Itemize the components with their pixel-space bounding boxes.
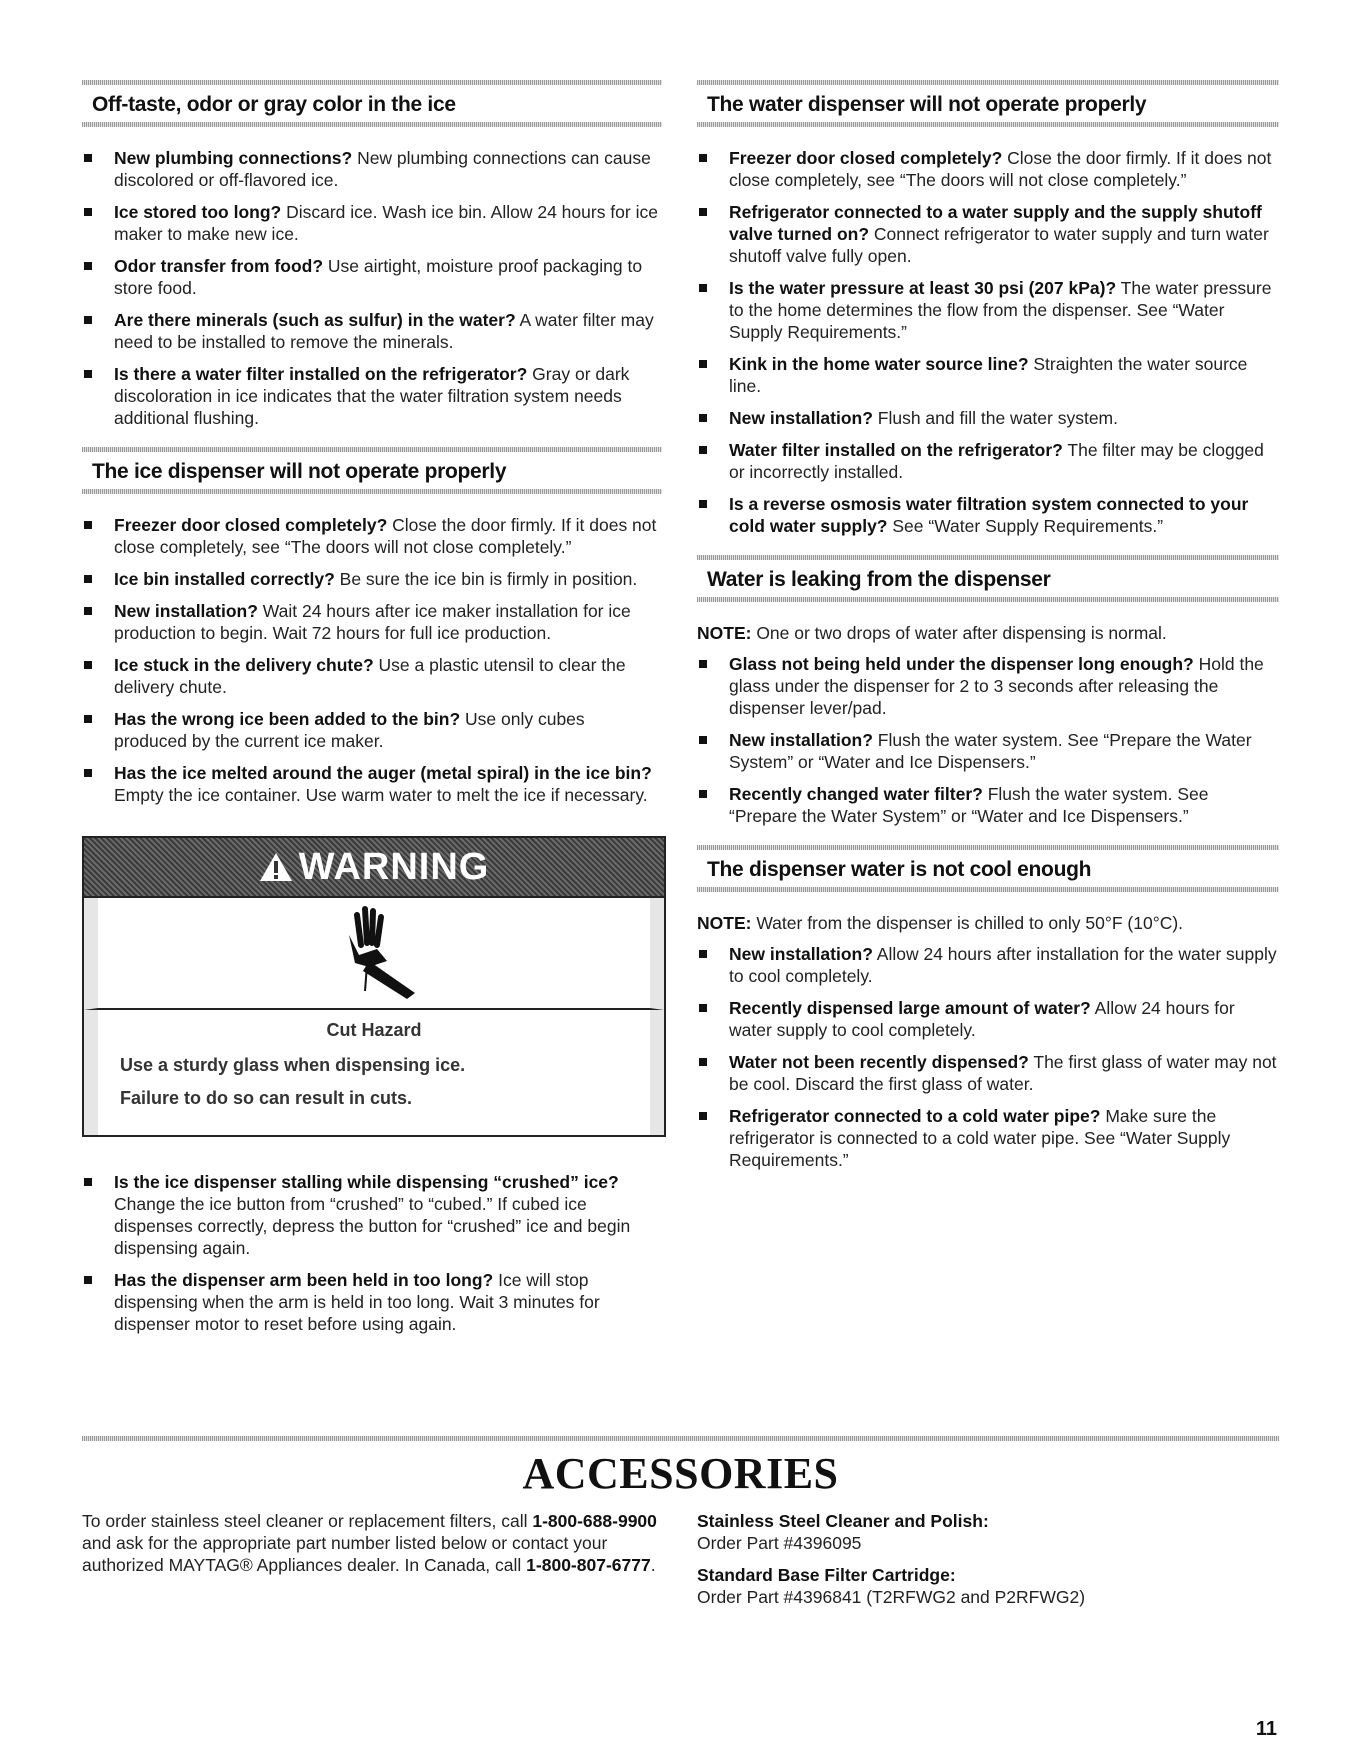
- note-text: One or two drops of water after dispensing is normal.: [751, 623, 1167, 643]
- list-item: [697, 353, 1279, 397]
- section-heading-bar: [82, 80, 662, 127]
- question: Refrigerator connected to a water supply and the supply shutoff valve turned on?: [729, 202, 1262, 244]
- question: Freezer door closed completely?: [729, 148, 1003, 168]
- bullet-list-after-warning: [82, 1171, 662, 1335]
- question: Ice bin installed correctly?: [114, 569, 335, 589]
- answer: A water filter may need to be installed to remove the minerals.: [114, 310, 654, 352]
- note-label: NOTE:: [697, 623, 752, 643]
- section-heading: The ice dispenser will not operate properly: [92, 460, 507, 483]
- part-number: Order Part #4396095: [697, 1533, 862, 1553]
- list-item: [82, 762, 662, 806]
- question: Is there a water filter installed on the refrigerator?: [114, 364, 528, 384]
- answer: Allow 24 hours for water supply to cool completely.: [729, 998, 1235, 1040]
- question: New plumbing connections?: [114, 148, 353, 168]
- list-item: [697, 493, 1279, 537]
- section-water-dispenser: [697, 80, 1279, 537]
- warning-pictogram: [84, 898, 664, 1010]
- answer: See “Water Supply Requirements.”: [887, 516, 1164, 536]
- list-item: [697, 943, 1279, 987]
- question: Recently changed water filter?: [729, 784, 983, 804]
- accessories-parts: [697, 1510, 1277, 1618]
- list-item: [82, 654, 662, 698]
- list-item: [697, 277, 1279, 343]
- list-item: [697, 783, 1279, 827]
- list-item: [697, 1051, 1279, 1095]
- question: Kink in the home water source line?: [729, 354, 1029, 374]
- answer: Use airtight, moisture proof packaging to store food.: [114, 256, 643, 298]
- answer: The water pressure to the home determines the flow from the dispenser. See “Water Supply Requirements.”: [729, 278, 1272, 342]
- answer: Straighten the water source line.: [729, 354, 1248, 396]
- question: Are there minerals (such as sulfur) in the water?: [114, 310, 516, 330]
- intro-text: and ask for the appropriate part number listed below or contact your authorized MAYTAG® Appliances dealer. In Canada, call: [82, 1533, 608, 1575]
- list-item: [697, 147, 1279, 191]
- question: New installation?: [114, 601, 258, 621]
- answer: Empty the ice container. Use warm water to melt the ice if necessary.: [114, 785, 648, 805]
- list-item: [82, 309, 662, 353]
- warning-banner: [84, 838, 664, 898]
- note: [697, 622, 1279, 644]
- phone-us: 1-800-688-9900: [532, 1511, 657, 1531]
- section-heading: The water dispenser will not operate properly: [707, 93, 1147, 116]
- warning-title-group: [259, 846, 490, 889]
- list-item: [82, 600, 662, 644]
- section-off-taste: [82, 80, 662, 429]
- warning-title: WARNING: [298, 845, 490, 888]
- bullet-list: [697, 943, 1279, 1171]
- section-heading: The dispenser water is not cool enough: [707, 858, 1092, 881]
- answer: Wait 24 hours after ice maker installation for ice production to begin. Wait 72 hours for full ice production.: [114, 601, 631, 643]
- question: Recently dispensed large amount of water?: [729, 998, 1091, 1018]
- question: Is a reverse osmosis water filtration system connected to your cold water supply?: [729, 494, 1249, 536]
- section-heading-bar: [697, 80, 1279, 127]
- question: Water filter installed on the refrigerator?: [729, 440, 1063, 460]
- question: New installation?: [729, 944, 873, 964]
- answer: The filter may be clogged or incorrectly installed.: [729, 440, 1264, 482]
- warning-line-2: Failure to do so can result in cuts.: [120, 1088, 413, 1108]
- list-item: [697, 1105, 1279, 1171]
- section-heading-bar: [82, 447, 662, 494]
- section-heading-bar: [697, 555, 1279, 602]
- question: New installation?: [729, 408, 873, 428]
- warning-body: [84, 1010, 664, 1135]
- answer: Gray or dark discoloration in ice indicates that the water filtration system needs additional flushing.: [114, 364, 630, 428]
- part-name: Stainless Steel Cleaner and Polish:: [697, 1511, 989, 1531]
- warning-box: [82, 836, 666, 1137]
- answer: New plumbing connections can cause discolored or off-flavored ice.: [114, 148, 651, 190]
- answer: Flush and fill the water system.: [872, 408, 1119, 428]
- answer: Connect refrigerator to water supply and turn water shutoff valve fully open.: [729, 224, 1269, 266]
- phone-canada: 1-800-807-6777: [526, 1555, 651, 1575]
- accessories-divider: [82, 1436, 1279, 1441]
- answer: Use only cubes produced by the current ice maker.: [114, 709, 585, 751]
- right-column: [697, 80, 1279, 1189]
- bullet-list: [82, 147, 662, 429]
- section-heading: Water is leaking from the dispenser: [707, 568, 1051, 591]
- list-item: [82, 1171, 662, 1259]
- answer: Ice will stop dispensing when the arm is held in too long. Wait 3 minutes for dispenser motor to reset before using again.: [114, 1270, 600, 1334]
- accessories-intro: [82, 1510, 662, 1576]
- list-item: [82, 201, 662, 245]
- question: Is the ice dispenser stalling while dispensing “crushed” ice?: [114, 1172, 619, 1192]
- list-item: [82, 1269, 662, 1335]
- list-item: [82, 147, 662, 191]
- warning-line-1: Use a sturdy glass when dispensing ice.: [120, 1055, 466, 1075]
- bullet-list: [82, 514, 662, 806]
- intro-text: To order stainless steel cleaner or replacement filters, call: [82, 1511, 533, 1531]
- answer: Allow 24 hours after installation for the water supply to cool completely.: [729, 944, 1277, 986]
- part-item: [697, 1510, 1277, 1554]
- answer: The first glass of water may not be cool. Discard the first glass of water.: [729, 1052, 1277, 1094]
- question: Has the ice melted around the auger (metal spiral) in the ice bin?: [114, 763, 652, 783]
- question: New installation?: [729, 730, 873, 750]
- cut-hand-icon: [329, 905, 419, 1001]
- part-number: Order Part #4396841 (T2RFWG2 and P2RFWG2): [697, 1587, 1086, 1607]
- warning-hazard: Cut Hazard: [326, 1020, 422, 1040]
- question: Odor transfer from food?: [114, 256, 324, 276]
- list-item: [82, 514, 662, 558]
- section-water-leaking: [697, 555, 1279, 827]
- answer: Use a plastic utensil to clear the delivery chute.: [114, 655, 626, 697]
- list-item: [697, 729, 1279, 773]
- part-item: [697, 1564, 1277, 1608]
- bullet-list: [697, 147, 1279, 537]
- list-item: [697, 439, 1279, 483]
- question: Ice stuck in the delivery chute?: [114, 655, 374, 675]
- list-item: [697, 653, 1279, 719]
- question: Refrigerator connected to a cold water pipe?: [729, 1106, 1101, 1126]
- section-heading-bar: [697, 845, 1279, 892]
- answer: Hold the glass under the dispenser for 2 to 3 seconds after releasing the dispenser lever/pad.: [729, 654, 1264, 718]
- answer: Flush the water system. See “Prepare the Water System” or “Water and Ice Dispensers.”: [729, 784, 1209, 826]
- bullet-list: [697, 653, 1279, 827]
- page-number: 11: [1255, 1718, 1277, 1740]
- note: [697, 912, 1279, 934]
- answer: Close the door firmly. If it does not close completely, see “The doors will not close completely.”: [114, 515, 657, 557]
- list-item: [697, 407, 1279, 429]
- list-item: [82, 363, 662, 429]
- note-text: Water from the dispenser is chilled to only 50°F (10°C).: [751, 913, 1184, 933]
- question: Has the wrong ice been added to the bin?: [114, 709, 461, 729]
- section-water-not-cool: [697, 845, 1279, 1171]
- question: Ice stored too long?: [114, 202, 282, 222]
- answer: Be sure the ice bin is firmly in position.: [334, 569, 638, 589]
- accessories-title: ACCESSORIES: [522, 1449, 839, 1498]
- left-column: [82, 80, 662, 1345]
- list-item: [82, 708, 662, 752]
- list-item: [697, 201, 1279, 267]
- question: Freezer door closed completely?: [114, 515, 388, 535]
- note-label: NOTE:: [697, 913, 752, 933]
- answer: Make sure the refrigerator is connected to a cold water pipe. See “Water Supply Requirements.”: [729, 1106, 1231, 1170]
- warning-triangle-icon: [259, 852, 293, 882]
- question: Is the water pressure at least 30 psi (207 kPa)?: [729, 278, 1117, 298]
- answer: Discard ice. Wash ice bin. Allow 24 hours for ice maker to make new ice.: [114, 202, 658, 244]
- list-item: [82, 255, 662, 299]
- list-item: [82, 568, 662, 590]
- list-item: [697, 997, 1279, 1041]
- intro-text: .: [650, 1555, 656, 1575]
- part-name: Standard Base Filter Cartridge:: [697, 1565, 956, 1585]
- answer: Close the door firmly. If it does not close completely, see “The doors will not close completely.”: [729, 148, 1272, 190]
- question: Has the dispenser arm been held in too long?: [114, 1270, 494, 1290]
- question: Water not been recently dispensed?: [729, 1052, 1029, 1072]
- answer: Change the ice button from “crushed” to “cubed.” If cubed ice dispenses correctly, depress the button for “crushed” ice and begin dispensing again.: [114, 1194, 631, 1258]
- answer: Flush the water system. See “Prepare the Water System” or “Water and Ice Dispensers.”: [729, 730, 1252, 772]
- section-ice-dispenser: [82, 447, 662, 806]
- section-heading: Off-taste, odor or gray color in the ice: [92, 93, 456, 116]
- question: Glass not being held under the dispenser long enough?: [729, 654, 1194, 674]
